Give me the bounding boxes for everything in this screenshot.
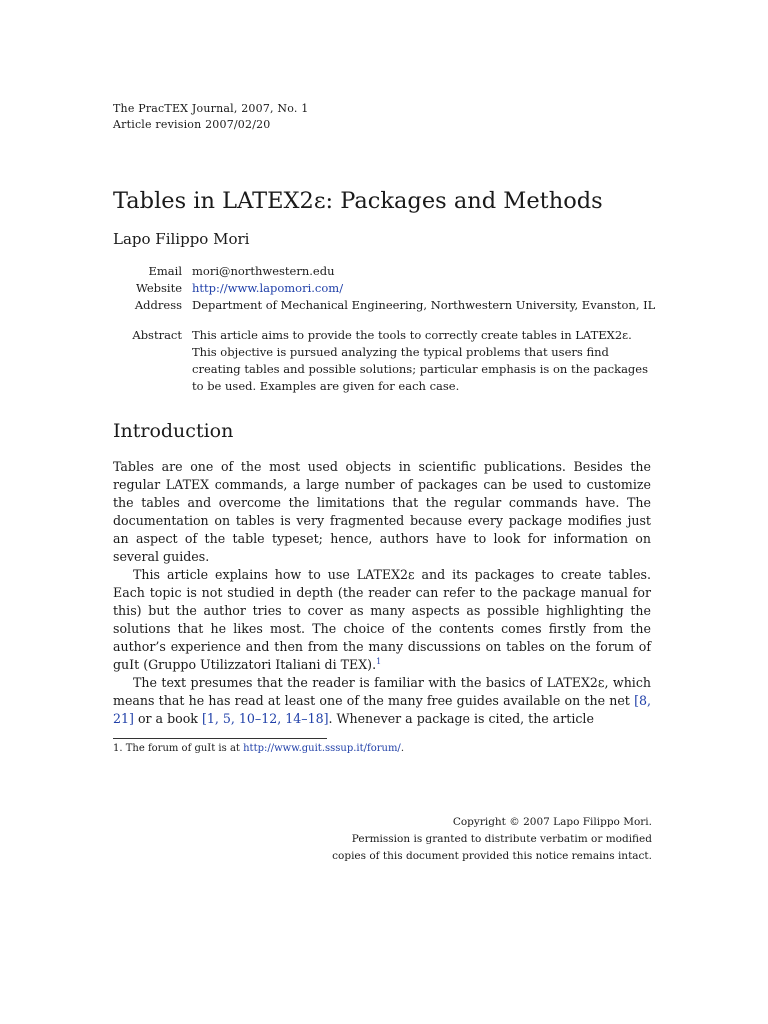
paragraph-2-text: This article explains how to use LATEX2ε and its packages to create tables. Each topic is not studied in depth (the reader can refer to the package manual for this) but the author tries to cover as many aspects as possible highlighting the solutions that he likes most. The choice of the contents comes firstly from the author’s experience and then from the many discussions on tables on the forum of guIt (Gruppo Utilizzatori Italiani di TEX). (113, 567, 651, 672)
citation-refs-a[interactable]: [8, 21] (113, 693, 651, 726)
email-label: Email (148, 264, 182, 278)
email-value: mori@northwestern.edu (192, 264, 335, 278)
paragraph-1: Tables are one of the most used objects in scientific publications. Besides the regular LATEX commands, a large number of packages can be used to customize the tables and overcome the limitations that the regular commands have. The documentation on tables is very fragmented because every package modifies just an aspect of the table typeset; hence, authors have to look for information on several guides. (113, 459, 651, 564)
footnote-rule (113, 738, 327, 739)
metadata-block (113, 263, 658, 395)
paragraph-3 (113, 674, 651, 728)
copyright-notice (232, 814, 652, 865)
copyright-line-3: copies of this document provided this notice remains intact. (332, 850, 652, 862)
address-label: Address (134, 298, 182, 312)
paper-title: Tables in LATEX2ε: Packages and Methods (113, 188, 603, 214)
abstract-label: Abstract (132, 328, 182, 342)
citation-refs-b[interactable]: [1, 5, 10–12, 14–18] (201, 711, 329, 726)
footnote (113, 742, 404, 756)
paragraph-3-text: The text presumes that the reader is familiar with the basics of LATEX2ε, which means that he has read at least one of the many free guides available on the net (113, 675, 651, 708)
abstract-row (113, 327, 658, 395)
section-heading-introduction: Introduction (113, 420, 234, 442)
abstract-text: This article aims to provide the tools to correctly create tables in LATEX2ε. This objective is pursued analyzing the typical problems that users find creating tables and possible solutions; particular emphasis is on the packages to be used. Examples are given for each case. (192, 328, 649, 393)
revision-line: Article revision 2007/02/20 (113, 118, 271, 131)
copyright-line-2: Permission is granted to distribute verbatim or modified (351, 833, 652, 845)
footnote-link[interactable]: http://www.guit.sssup.it/forum/ (243, 743, 401, 754)
body-text (113, 458, 651, 728)
footnote-text: The forum of guIt is at (125, 743, 244, 754)
journal-header (113, 101, 308, 133)
website-link[interactable]: http://www.lapomori.com/ (192, 281, 344, 295)
paragraph-2 (113, 566, 651, 674)
website-row (113, 280, 658, 297)
journal-line: The PracTEX Journal, 2007, No. 1 (113, 102, 309, 115)
footnote-end: . (400, 743, 404, 754)
copyright-line-1: Copyright © 2007 Lapo Filippo Mori. (452, 816, 652, 828)
footnote-number: 1. (113, 743, 123, 754)
website-label: Website (135, 281, 182, 295)
paragraph-3-tail: . Whenever a package is cited, the article (328, 711, 594, 726)
address-row (113, 297, 658, 314)
email-row (113, 263, 658, 280)
footnote-marker[interactable]: 1 (376, 656, 382, 666)
paragraph-3-mid: or a book (133, 711, 202, 726)
author-name: Lapo Filippo Mori (113, 230, 250, 248)
address-value: Department of Mechanical Engineering, Northwestern University, Evanston, IL (192, 298, 656, 312)
